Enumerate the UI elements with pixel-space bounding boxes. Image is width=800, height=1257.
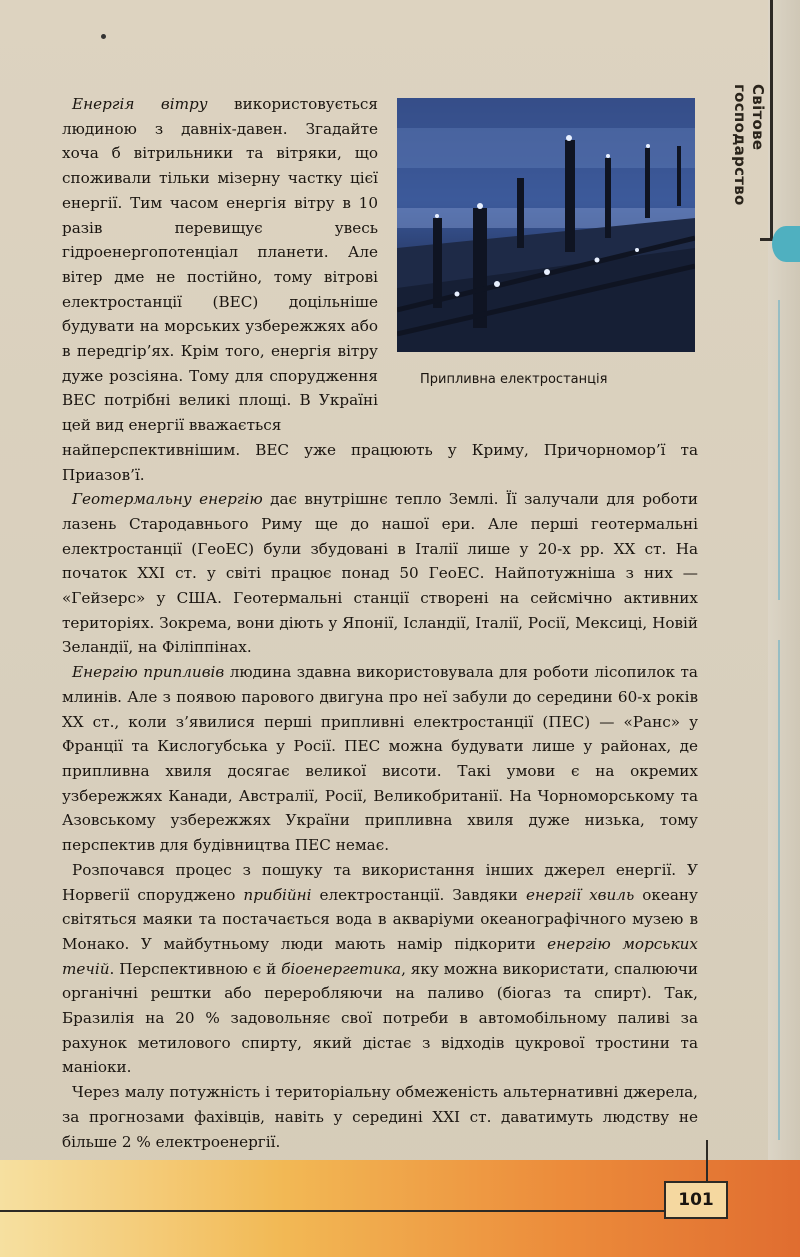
term-italic: Геотермальну енергію	[72, 490, 263, 509]
section-marker-line	[770, 0, 773, 240]
paragraph	[62, 487, 698, 660]
margin-decor-line	[778, 640, 780, 1140]
article-text	[62, 92, 698, 1154]
text-run: дає внутрішнє тепло Землі. Її залучали для роботи лазень Стародавнього Риму ще до нашої ери. Але перші геотермальні електростанції (ГеоЕС) були збудовані в Італії лише у 20-х рр. XX ст. На початок XXI ст. у світі працює понад 50 ГеоЕС. Найпотужніша з них — «Гейзерс» у США. Геотермальні станції створені на сейсмічно активних територіях. Зокрема, вони діють у Японії, Ісландії, Італії, Росії, Мексиці, Новій Зеландії, на Філіппінах.	[62, 490, 698, 657]
section-marker-tab	[772, 226, 800, 262]
paragraph	[62, 92, 378, 438]
paragraph	[62, 1080, 698, 1154]
term-italic: енергії хвиль	[525, 885, 635, 904]
term-italic: прибійні	[243, 885, 312, 904]
paragraph	[62, 438, 698, 487]
page-number: 101	[664, 1181, 728, 1219]
page-number-line	[706, 1140, 708, 1182]
print-dot	[101, 34, 106, 39]
term-italic: біоенергетика	[281, 959, 402, 978]
term-italic: Енергію припливів	[72, 663, 225, 682]
text-run: . Перспективною є й	[109, 959, 282, 978]
text-run: , яку можна використати, спалюючи органічні рештки або переробляючи на паливо (біогаз та спирт). Так, Бразилія на 20 % задовольняє свої потреби в автомобільному паливі за рахунок метилового спирту, який дістає з відходів цукрової тростини та маніоки.	[62, 959, 698, 1077]
term-italic: Енергія вітру	[72, 95, 208, 113]
text-run: океану світяться маяки та постачається вода в акваріуми океанографічного музею в Монако. У майбутньому люди мають намір підкорити	[62, 885, 698, 953]
text-run: людина здавна використовувала для роботи лісопилок та млинів. Але з появою парового двигуна про неї забули до середини 60-х років XX ст., коли з’явилися перші припливні електростанції (ПЕС) — «Ранс» у Франції та Кислогубська у Росії. ПЕС можна будувати лише у районах, де припливна хвиля досягає великої висоти. Такі умови є на окремих узбережжях Канади, Австралії, Росії, Великобританії. На Чорноморському та Азовському узбережжях України припливна хвиля дуже низька, тому перспектив для будівництва ПЕС немає.	[62, 663, 698, 855]
photo-caption: Припливна електростанція	[420, 372, 608, 387]
paragraph	[62, 660, 698, 858]
paragraph	[62, 858, 698, 1080]
text-run: найперспективнішим. ВЕС уже працюють у Криму, Причорномор’ї та Приазов’ї.	[62, 440, 698, 484]
text-run: Розпочався процес з пошуку та використання інших джерел енергії. У Норвегії споруджено	[62, 860, 698, 904]
text-run: використовується людиною з давніх-давен. Згадайте хоча б вітрильники та вітряки, що споживали тільки мізерну частку цієї енергії. Тим часом енергія вітру в 10 разів перевищує увесь гідроенергопотенціал планети. Але вітер дме не постійно, тому вітрові електростанції (ВЕС) доцільніше будувати на морських узбережжях або в передгір’ях. Крім того, енергія вітру дуже розсіяна. Тому для спорудження ВЕС потрібні великі площі. В Україні цей вид енергії вважається	[62, 95, 378, 435]
full-paragraphs	[62, 438, 698, 1154]
text-run: електростанції. Завдяки	[311, 885, 526, 904]
section-label: Світове господарство	[731, 84, 767, 206]
term-italic: енергію морських течій	[62, 934, 698, 978]
margin-decor-line	[778, 300, 780, 600]
wrapped-paragraphs	[62, 92, 378, 438]
text-run: Через малу потужність і територіальну обмеженість альтернативні джерела, за прогнозами фахівців, навіть у середині XXI ст. даватимуть людству не більше 2 % електроенергії.	[62, 1083, 698, 1151]
footer-rule	[0, 1210, 664, 1212]
